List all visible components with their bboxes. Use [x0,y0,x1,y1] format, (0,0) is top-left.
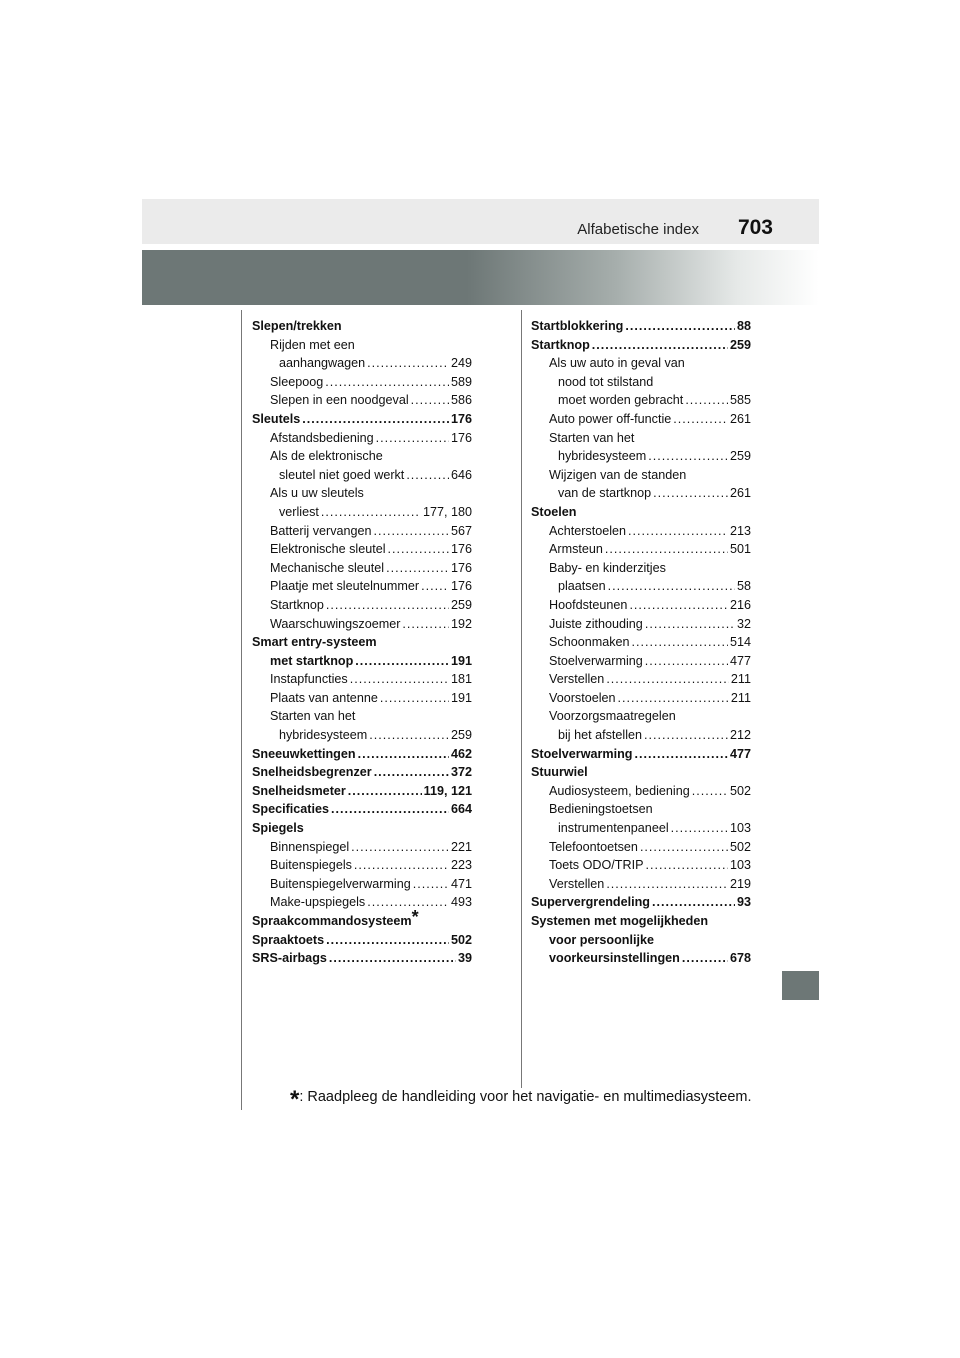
footnote-text: : Raadpleeg de handleiding voor het navigatie- en multimediasysteem. [299,1089,752,1105]
dot-leader [367,354,449,373]
index-entry [252,410,472,429]
entry-term: aanhangwagen [279,356,366,371]
dot-leader [355,652,449,671]
entry-term: Hoofdsteunen [549,597,628,612]
entry-page-ref: 477 [729,746,751,761]
index-entry [252,391,472,410]
index-entry [252,354,472,373]
index-entry [252,907,472,931]
index-entry [252,317,472,336]
entry-term: Voorstoelen [549,690,616,705]
dot-leader [350,670,449,689]
dot-leader [351,838,449,857]
index-entry [252,373,472,392]
index-entry [252,949,472,968]
dot-leader [628,522,728,541]
dot-leader [645,615,735,634]
entry-term: bij het afstellen [558,728,643,743]
dot-leader [411,391,449,410]
entry-term: plaatsen [558,579,606,594]
index-entry [531,875,751,894]
dot-leader [326,596,449,615]
entry-page-ref: 477 [729,653,751,668]
index-entry [531,484,751,503]
entry-page-ref: 664 [450,802,472,817]
dot-leader [634,745,728,764]
index-entry [531,540,751,559]
dot-leader [325,373,449,392]
index-entry [531,726,751,745]
index-entry [252,466,472,485]
dot-leader [367,893,449,912]
index-entry [252,800,472,819]
entry-page-ref: 372 [450,765,472,780]
index-entry [252,577,472,596]
entry-term: Sneeuwkettingen [252,746,356,761]
index-entry [531,391,751,410]
dot-leader [673,410,728,429]
index-entry [252,782,472,801]
index-entry [252,615,472,634]
entry-page-ref: 212 [729,728,751,743]
entry-term: Sleepoog [270,374,324,389]
entry-page-ref: 462 [450,746,472,761]
index-entry [252,707,472,726]
dot-leader [671,819,728,838]
entry-page-ref: 181 [450,672,472,687]
entry-page-ref: 514 [729,635,751,650]
entry-term: Slepen/trekken [252,319,342,333]
entry-term: Bedieningstoetsen [549,802,653,817]
entry-term: Sleutels [252,411,301,426]
entry-page-ref: 213 [729,523,751,538]
index-entry [252,763,472,782]
entry-page-ref: 502 [729,839,751,854]
entry-page-ref: 93 [736,895,751,910]
entry-page-ref: 103 [729,821,751,836]
index-entry [252,336,472,355]
dot-leader [374,522,449,541]
index-entry [531,503,751,522]
entry-term: Stuurwiel [531,765,588,780]
entry-term: Juiste zithouding [549,616,643,631]
dot-leader [386,559,449,578]
entry-page-ref: 586 [450,393,472,408]
index-entry [252,652,472,671]
entry-page-ref: 259 [729,337,751,352]
page-header [142,199,819,244]
header-band [142,250,819,305]
entry-term: van de startknop [558,486,652,501]
entry-page-ref: 678 [729,951,751,966]
dot-leader [605,540,728,559]
entry-term: Startknop [531,337,590,352]
dot-leader [606,670,729,689]
index-entry [531,800,751,819]
entry-page-ref: 39 [457,951,472,966]
entry-term: Starten van het [549,430,635,445]
entry-page-ref: 501 [729,542,751,557]
index-entry [531,633,751,652]
dot-leader [380,689,449,708]
index-entry [252,689,472,708]
footnote-star: * [290,1086,300,1113]
dot-leader [692,782,728,801]
index-entry [252,893,472,912]
index-entry [252,726,472,745]
entry-page-ref: 219 [729,876,751,891]
entry-term: Auto power off-functie [549,411,672,426]
entry-page-ref: 58 [736,579,751,594]
entry-term: Rijden met een [270,337,355,352]
dot-leader [354,856,449,875]
index-entry [531,745,751,764]
entry-page-ref: 103 [729,858,751,873]
index-entry [531,577,751,596]
entry-term: Stoelverwarming [531,746,633,761]
entry-page-ref: 176 [450,411,472,426]
entry-term: voor persoonlijke [549,932,654,947]
column-divider [521,310,522,1088]
entry-term: Baby- en kinderzitjes [549,560,666,575]
entry-page-ref: 471 [450,876,472,891]
index-entry [252,540,472,559]
dot-leader [302,410,449,429]
index-entry [531,559,751,578]
entry-term: Telefoontoetsen [549,839,638,854]
index-entry [531,652,751,671]
index-entry [531,819,751,838]
dot-leader [682,949,728,968]
dot-leader [645,856,728,875]
index-entry [531,410,751,429]
chapter-tab-marker [782,971,819,1000]
index-entry [252,875,472,894]
entry-page-ref: 119, 121 [423,783,472,798]
entry-term: Specificaties [252,802,330,817]
entry-term: Buitenspiegels [270,858,352,873]
entry-term: Als uw auto in geval van [549,356,685,371]
dot-leader [402,615,449,634]
entry-term: Stoelen [531,504,577,519]
dot-leader [329,949,456,968]
dot-leader [644,726,728,745]
entry-term: nood tot stilstand [558,374,654,389]
index-entry [531,522,751,541]
index-entry [531,912,751,931]
dot-leader [606,875,728,894]
entry-term: Toets ODO/TRIP [549,858,644,873]
dot-leader [618,689,729,708]
index-entry [531,466,751,485]
index-entry [252,559,472,578]
entry-page-ref: 223 [450,858,472,873]
entry-term: Instapfuncties [270,672,348,687]
entry-term: Audiosysteem, bediening [549,783,690,798]
entry-page-ref: 567 [450,523,472,538]
entry-term: Buitenspiegelverwarming [270,876,411,891]
dot-leader [653,484,728,503]
entry-page-ref: 191 [450,690,472,705]
entry-page-ref: 176 [450,542,472,557]
dot-leader [358,745,449,764]
index-entry [531,447,751,466]
dot-leader [369,726,449,745]
entry-term: Afstandsbediening [270,430,374,445]
entry-page-ref: 259 [450,597,472,612]
index-entry [252,522,472,541]
entry-page-ref: 211 [730,672,751,687]
entry-term: Binnenspiegel [270,839,350,854]
entry-page-ref: 502 [729,783,751,798]
index-entry [252,484,472,503]
entry-term: Voorzorgsmaatregelen [549,709,676,724]
entry-page-ref: 249 [450,356,472,371]
index-entry [252,838,472,857]
index-entry [252,447,472,466]
entry-term: Armsteun [549,542,603,557]
entry-term: met startknop [270,653,354,668]
dot-leader [326,931,449,950]
dot-leader [648,447,728,466]
index-entry [252,745,472,764]
entry-term: Als de elektronische [270,449,383,464]
dot-leader [388,540,449,559]
entry-term: Stoelverwarming [549,653,643,668]
index-entry [531,336,751,355]
entry-page-ref: 502 [450,932,472,947]
dot-leader [421,577,449,596]
entry-term: Achterstoelen [549,523,627,538]
entry-term: sleutel niet goed werkt [279,467,405,482]
index-entry [252,596,472,615]
entry-term: Plaats van antenne [270,690,378,705]
index-entry [531,670,751,689]
index-entry [252,503,472,522]
section-title: Alfabetische index [577,221,699,238]
dot-leader [652,893,735,912]
index-entry [531,429,751,448]
entry-page-ref: 261 [729,486,751,501]
dot-leader [685,391,728,410]
index-column-right [531,317,751,968]
entry-page-ref: 88 [736,319,751,333]
dot-leader [374,763,449,782]
entry-term: Schoonmaken [549,635,630,650]
dot-leader [632,633,728,652]
entry-page-ref: 646 [450,467,472,482]
left-margin-rule [241,310,242,1110]
dot-leader [331,800,449,819]
index-entry [252,856,472,875]
index-entry [252,429,472,448]
entry-page-ref: 259 [729,449,751,464]
dot-leader [645,652,728,671]
index-entry [531,763,751,782]
index-entry [531,707,751,726]
entry-term: hybridesysteem [279,728,368,743]
dot-leader [348,782,422,801]
entry-page-ref: 176 [450,560,472,575]
entry-term: verliest [279,504,319,519]
index-entry [531,856,751,875]
entry-term: moet worden gebracht [558,393,684,408]
dot-leader [608,577,735,596]
index-entry [531,931,751,950]
entry-term: Plaatje met sleutelnummer [270,579,420,594]
entry-term: Spraaktoets [252,932,325,947]
entry-page-ref: 32 [736,616,751,631]
dot-leader [413,875,449,894]
entry-page-ref: 216 [729,597,751,612]
index-entry [531,782,751,801]
entry-page-ref: 221 [450,839,472,854]
entry-term: Starten van het [270,709,356,724]
index-entry [531,893,751,912]
entry-page-ref: 493 [450,895,472,910]
entry-page-ref: 176 [450,579,472,594]
entry-term: Supervergrendeling [531,895,650,910]
entry-term: Elektronische sleutel [270,542,386,557]
index-entry [531,596,751,615]
entry-term: Snelheidsmeter [252,783,346,798]
entry-term: Spiegels [252,821,304,836]
index-column-left [252,317,472,968]
dot-leader [376,429,449,448]
entry-page-ref: 176 [450,430,472,445]
index-entry [531,317,751,336]
dot-leader [625,317,735,336]
entry-page-ref: 192 [450,616,472,631]
entry-term: SRS-airbags [252,951,327,966]
entry-page-ref: 261 [729,411,751,426]
entry-term: Verstellen [549,672,605,687]
dot-leader [592,336,728,355]
dot-leader [321,503,421,522]
entry-page-ref: 585 [729,393,751,408]
entry-term: Als u uw sleutels [270,486,364,501]
entry-page-ref: 191 [450,653,472,668]
dot-leader [629,596,728,615]
index-entry [531,354,751,373]
index-entry [252,670,472,689]
index-entry [252,633,472,652]
index-entry [252,819,472,838]
index-entry [531,949,751,968]
entry-term: Waarschuwingszoemer [270,616,401,631]
entry-term: Smart entry-systeem [252,635,377,650]
entry-term: Mechanische sleutel [270,560,385,575]
entry-page-ref: 259 [450,728,472,743]
entry-term: Systemen met mogelijkheden [531,914,709,928]
entry-term: Verstellen [549,876,605,891]
entry-term: voorkeursinstellingen [549,951,680,966]
entry-term: hybridesysteem [558,449,647,464]
index-entry [252,931,472,950]
entry-term: Batterij vervangen [270,523,372,538]
entry-term: instrumentenpaneel [558,821,669,836]
entry-term: Make-upspiegels [270,895,366,910]
entry-term: Slepen in een noodgeval [270,393,409,408]
entry-term: Snelheidsbegrenzer [252,765,372,780]
index-entry [531,689,751,708]
footnote-star-marker: * [411,907,419,927]
dot-leader [406,466,449,485]
entry-term: Startblokkering [531,319,624,333]
entry-term: Startknop [270,597,324,612]
entry-page-ref: 177, 180 [422,504,472,519]
footnote [290,1086,752,1114]
index-entry [531,838,751,857]
index-entry [531,373,751,392]
entry-term: Wijzigen van de standen [549,467,687,482]
index-entry [531,615,751,634]
dot-leader [640,838,728,857]
entry-page-ref: 589 [450,374,472,389]
entry-page-ref: 211 [730,690,751,705]
entry-term: Spraakcommandosysteem [252,914,412,928]
page-number: 703 [737,216,773,239]
